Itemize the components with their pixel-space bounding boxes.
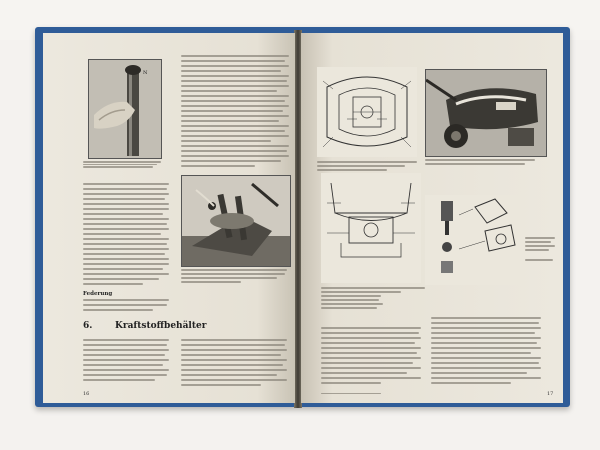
fuel-tank-diagram — [321, 173, 421, 283]
page-number-right: 17 — [547, 391, 554, 397]
fork-tube-photo — [88, 59, 162, 159]
fork-tube-image — [89, 60, 161, 158]
section-title: Kraftstoffbehälter — [115, 321, 207, 331]
tank-cap-diagram — [317, 67, 417, 157]
fuel-tank-drawing — [321, 173, 421, 283]
engine-tank-image — [426, 70, 546, 156]
svg-text:N: N — [143, 70, 148, 76]
engine-tank-photo — [425, 69, 547, 157]
page-number-left: 16 — [83, 391, 90, 397]
left-page — [43, 33, 295, 403]
footer-rule — [321, 393, 381, 394]
section-number: 6. — [83, 321, 93, 331]
fork-assembly-image — [182, 176, 290, 266]
valve-parts-drawing — [425, 195, 525, 285]
caption-fork-tube — [83, 160, 163, 169]
right-page — [301, 33, 563, 403]
fork-assembly-photo — [181, 175, 291, 267]
subheading-federung: Federung — [83, 291, 113, 297]
tank-cap-drawing — [317, 67, 417, 157]
valve-parts-diagram — [425, 195, 525, 285]
